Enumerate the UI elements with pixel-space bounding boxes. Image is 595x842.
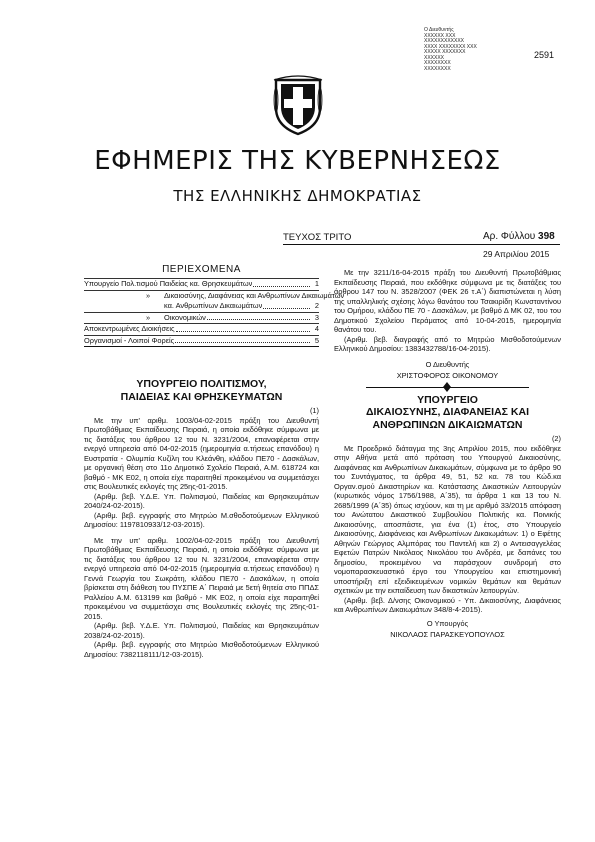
item-number: (2): [551, 434, 561, 443]
contents-box: [84, 264, 345, 347]
ministry-heading: ΥΠΟΥΡΓΕΙΟ: [417, 393, 478, 406]
leader-dots: [176, 324, 310, 332]
contents-item[interactable]: [84, 279, 319, 291]
reference-paragraph: (Αριθμ. βεβ. διαγραφής από το Μητρώο Μισθοδοτούμενων Ελληνικού Δημοσίου: 1383432788/16-04-2015).: [334, 334, 561, 353]
masthead-rule: [283, 244, 560, 245]
signatory-name: ΧΡΙΣΤΟΦΟΡΟΣ ΟΙΚΟΝΟΜΟΥ: [396, 371, 499, 380]
contents-item-label: Υπουργείο Πολ.τισμού Παιδείας κα. Θρησκευμάτων: [84, 279, 253, 288]
imprint-line: ΧΧΧΧΧΧΧΧ: [424, 65, 451, 72]
masthead-subtitle: ΤΗΣ ΕΛΛΗΝΙΚΗΣ ΔΗΜΟΚΡΑΤΙΑΣ: [173, 187, 422, 205]
imprint-line: ΧΧΧΧΧΧ: [424, 54, 445, 61]
contents-item-page: 5: [314, 335, 319, 345]
sheet-number-box: [483, 231, 555, 242]
signatory-role: Ο Υπουργός: [426, 618, 469, 628]
reference-paragraph: (Αριθμ. βεβ. Δ/νσης Οικονομικού - Υπ. Δικαιοσύνης, Διαφάνειας και Ανθρωπίνων Δικαιωμάτων 348/8-4-2015).: [334, 595, 561, 614]
reference-paragraph: (Αριθμ. βεβ. εγγραφής στο Μητρώο Μισθοδοτούμενων Ελληνικού Δημοσίου: 7382118111/12-03-2015).: [84, 640, 319, 659]
contents-item-page: 4: [314, 324, 319, 333]
ministry-heading: ΑΝΘΡΩΠΙΝΩΝ ΔΙΚΑΙΩΜΑΤΩΝ: [372, 418, 523, 431]
masthead-title: ΕΦΗΜΕΡΙΣ ΤΗΣ ΚΥΒΕΡΝΗΣΕΩΣ: [94, 146, 501, 176]
imprint-line: ΧΧΧΧΧ ΧΧΧΧΧΧΧ: [424, 49, 466, 55]
ministry-heading: ΠΑΙΔΕΙΑΣ ΚΑΙ ΘΡΗΣΚΕΥΜΑΤΩΝ: [120, 390, 283, 403]
reference-paragraph: (Αριθμ. βεβ. Υ.Δ.Ε. Υπ. Πολιτισμού, Παιδείας και Θρησκευμάτων 2040/24-02-2015).: [84, 491, 319, 510]
imprint-line: ΧΧΧΧ ΧΧΧΧΧΧΧΧ ΧΧΧ: [424, 43, 477, 50]
reference-paragraph: (Αριθμ. βεβ. εγγραφής στο Μητρώο Μ.σθοδοτούμενων Ελληνικού Δημοσίου: 1197810933/12-03-2015).: [84, 510, 319, 529]
leader-dots: [175, 336, 310, 344]
section-divider: [334, 382, 561, 392]
ministry-heading: ΔΙΚΑΙΟΣΥΝΗΣ, ΔΙΑΦΑΝΕΙΑΣ ΚΑΙ: [365, 406, 529, 418]
sheet-label: Αρ. Φύλλου: [483, 231, 536, 242]
imprint-line: ΧΧΧΧΧΧ ΧΧΧ: [424, 32, 456, 39]
issue-date: 29 Απριλίου 2015: [483, 249, 550, 259]
contents-heading: ΠΕΡΙΕΧΟΜΕΝΑ: [84, 264, 319, 279]
contents-item-label: κα. Ανθρωπίνων Δικαιωμάτων: [164, 301, 263, 310]
leader-dots: [253, 279, 310, 287]
signatory-name: ΝΙΚΟΛΑΟΣ ΠΑΡΑΣΚΕΥΟΠΟΥΛΟΣ: [390, 630, 505, 639]
left-column: [84, 378, 319, 659]
imprint-line: Ο Διευθυντής: [424, 27, 454, 33]
page-number: 2591: [534, 50, 555, 60]
contents-item[interactable]: [84, 290, 345, 302]
leader-dots: [207, 313, 310, 321]
contents-item-continued: [84, 301, 319, 313]
bullet-mark: »: [146, 312, 151, 322]
sheet-number: 398: [538, 231, 555, 242]
contents-item[interactable]: [84, 336, 319, 348]
contents-item-label: Δικαιοσύνης, Διαφάνειας και Ανθρωπίνων Δικαιωμάτων: [164, 290, 345, 300]
coat-of-arms-icon: [272, 70, 324, 138]
issue-series: ΤΕΥΧΟΣ ΤΡΙΤΟ: [283, 232, 352, 243]
contents-item[interactable]: [84, 313, 319, 325]
right-column: [334, 268, 561, 640]
contents-item-label: Οργανισμοί - Λοιποί Φορείς: [84, 335, 175, 345]
contents-item-page: 1: [314, 279, 319, 288]
contents-item-label: Αποκεντρωμένες Διοικήσεις: [84, 324, 175, 333]
decision-paragraph: Με την υπ' αριθμ. 1002/04-02-2015 πράξη του Διευθυντή Πρωτοβάθμιας Εκπαίδευσης Πειραιά, η οποία εκδόθηκε σύμφωνα με τις διατάξεις του άρθρου 12 του Ν. 3231/2004, επαναφέρεται στην ενεργό υπηρεσία από 04-02-2015 (ημερομηνία α.τήσεως επανόδου) η Γεννά Γεωργία του Σωκράτη, κλάδου ΠΕ70 - Δασκάλων, η οποία βρίσκεται στη διάθεση του ΠΥΣΠΕ Α΄ Πειραιά με 5ετή θητεία στο ΠΠΔΣ Ραλλείου Α.Μ. 613199 και βαθμό - ΜΚ Ε02, η οποία είχε παραιτηθεί προκειμένου να συμμετάσχει στις Βουλευτικές εκλογές της 25ης-01-2015.: [84, 535, 319, 621]
decree-paragraph: Με Προεδρικό διάταγμα της 3ης Απριλίου 2015, που εκδόθηκε στην Αθήνα μετά από πρόταση του Υπουργού Δικαιοσύνης, Διαφάνειας και Ανθρωπίνων Δικαιωμάτων, σύμφωνα με το άρθρο 90 του Συντάγματος, τα άρθρα 49, 51, 52 κα. 78 του Κώδ.κα Οργαν.σμού Δικαστηρίων κα. Κατάστασης Δικαστικών Λειτουργών (κυρωτικός νόμος 1756/1988, Α΄35), τα άρθρα 1 και 13 του Ν. 2685/1999 (Α΄35) όπως ισχύουν, και τη με αριθμό 33/2015 απόφαση του Ανώτατου Δικαστικού Συμβουλίου Πολιτικής κα. Ποινικής Δικαιοσύνης, αποσπάστε, για ένα (1) έτος, στο Υπουργείο Δικαιοσύνης, Διαφάνειας και Ανθρωπίνων Δικαιωμάτων: 1) ο Εφέτης Αθηνών Γεώργιος Αλμπόρας του Παντελή και 2) ο Αντεισαγγελέας Εφετών Πατρών Νικόλαος Νικολάου του Ανδρέα, με δαπάνες του δημοσίου, προκειμένου να παράσχουν συνδρομή στο νομοπαρασκευαστικό έργο του Υπουργείου και επιστημονική υποστήριξη επί εξειδικευμένων νομικών θεμάτων και θεμάτων σχετικών με την εκπαίδευση των δικαστικών λειτουργών.: [334, 443, 561, 595]
diamond-ornament-icon: [443, 382, 451, 392]
ministry-heading: ΥΠΟΥΡΓΕΙΟ ΠΟΛΙΤΙΣΜΟΥ,: [136, 378, 267, 390]
imprint-block: [424, 28, 484, 72]
contents-item[interactable]: [84, 324, 319, 336]
imprint-line: ΧΧΧΧΧΧΧΧΧΧΧΧ: [424, 38, 465, 44]
reference-paragraph: (Αριθμ. βεβ. Υ.Δ.Ε. Υπ. Πολιτισμού, Παιδείας και Θρησκευμάτων 2038/24-02-2015).: [84, 621, 319, 640]
decision-paragraph: Με την 3211/16-04-2015 πράξη του Διευθυντή Πρωτοβάθμιας Εκπαίδευσης Πειραιά, που εκδόθηκε σύμφωνα με τις διατάξεις του άρθρου 147 του Ν. 3528/2007 (ΦΕΚ 26 τ.Α΄) διαπιστώνεται η λύση της υπαλληλικής σχέσης λόγω θανάτου του Τσακιρίδη Κωνσταντίνου του Ομήρου, κλάδου ΠΕ 70 - Δασκάλων, με βαθμό Δ ΜΚ 02, του του Δημοτικού Σχολείου Περάματος από 10-04-2015, ημερομηνία θανάτου του.: [334, 268, 561, 334]
decision-paragraph: Με την υπ' αριθμ. 1003/04-02-2015 πράξη του Διευθυντή Πρωτοβάθμιας Εκπαίδευσης Πειραιά, η οποία εκδόθηκε σύμφωνα με τις διατάξεις του άρθρου 12 του Ν. 3231/2004, επαναφέρεται στην ενεργό υπηρεσία από 04-02-2015 (ημερομηνία α.τήσεως επανόδου) η Ευστρατία - Ολυμπία Κυζίλη του Κλεάνθη, κλάδου ΠΕ70 - Δασκάλων, με οργανική θέση στο 11ο Δημοτικό Σχολείο Πειραιά, Α.Μ. 618724 και βαθμό - ΜΚ Ε02, η οποία είχε παραιτηθεί προκειμένου να συμμετάσχει στις Βουλευτικές εκλογές της 25ης-01-2015.: [84, 415, 319, 491]
imprint-line: ΧΧΧΧΧΧΧΧ: [424, 60, 451, 66]
contents-item-page: 2: [314, 301, 319, 310]
bullet-mark: »: [146, 290, 151, 300]
item-number: (1): [309, 406, 319, 415]
contents-item-label: Οικονομικών: [164, 312, 206, 322]
contents-item-page: 3: [314, 312, 319, 322]
signatory-role: Ο Διευθυντής: [425, 359, 470, 369]
leader-dots: [263, 301, 310, 309]
